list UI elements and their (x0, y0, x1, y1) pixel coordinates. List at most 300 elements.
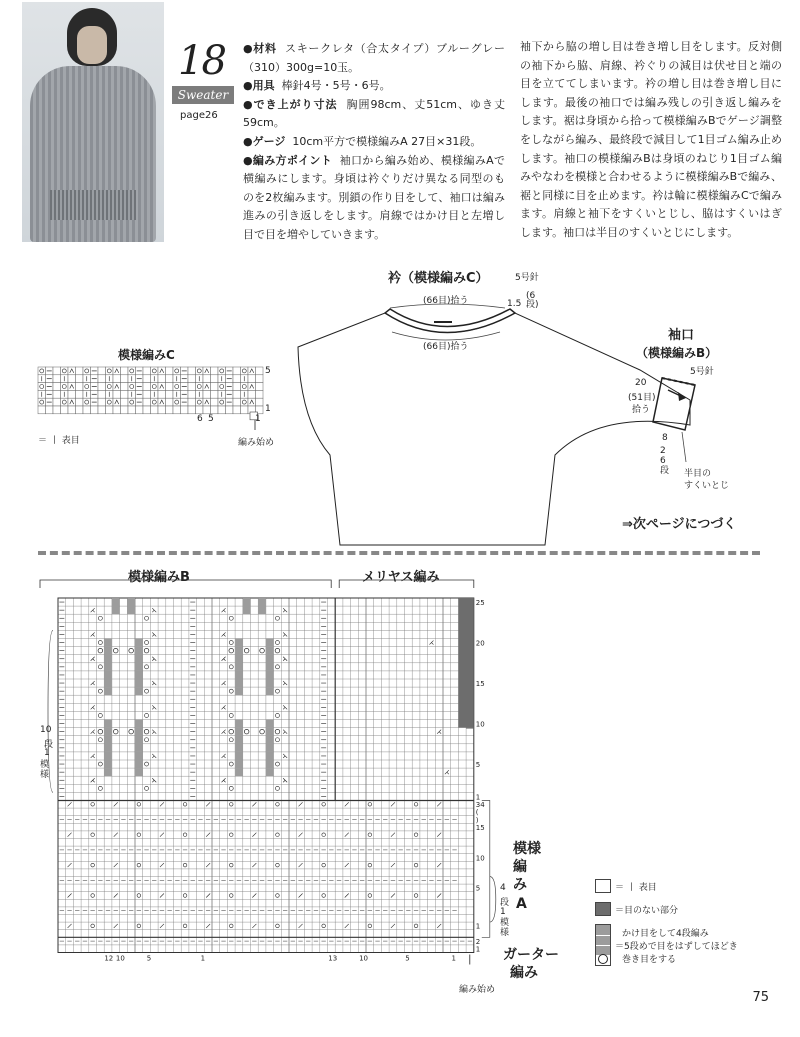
dec-mark (114, 802, 118, 806)
motif-circle (113, 648, 118, 653)
bottom-col-label: 10 (359, 954, 369, 963)
cable-fill (235, 671, 243, 679)
dec-mark (437, 894, 441, 898)
yo-mark (276, 863, 280, 867)
cable-fill (112, 598, 120, 614)
dec-mark (91, 730, 95, 734)
dec-mark (391, 894, 395, 898)
cable-fill (266, 655, 274, 663)
motif-circle (244, 648, 249, 653)
motif-circle (275, 648, 280, 653)
yo-mark (276, 924, 280, 928)
yo-mark (275, 762, 279, 766)
dec-mark (152, 754, 156, 758)
cable-fill (266, 736, 274, 744)
dec-mark (437, 833, 441, 837)
rep-b-4: 模様 (40, 760, 50, 780)
bottom-col-label: 13 (328, 954, 338, 963)
dec-mark (283, 681, 287, 685)
dec-mark (160, 833, 164, 837)
yo-mark (91, 924, 95, 928)
yo-mark (276, 833, 280, 837)
lower-row-label: ( (475, 808, 479, 817)
cable-fill (266, 752, 274, 760)
yo-mark (414, 924, 418, 928)
yo-mark (145, 665, 149, 669)
yo-mark (229, 786, 233, 790)
yo-mark (145, 641, 149, 645)
yo-mark (229, 616, 233, 620)
cable-fill (104, 647, 112, 655)
motif-circle (275, 729, 280, 734)
dec-mark (160, 924, 164, 928)
cable-fill (266, 720, 274, 728)
yo-mark (137, 924, 141, 928)
dec-mark (114, 863, 118, 867)
dec-mark (283, 778, 287, 782)
cable-fill (104, 639, 112, 647)
cable-fill (235, 720, 243, 728)
yo-mark (183, 924, 187, 928)
pattern-c-row-5: 5 (265, 366, 271, 376)
collar-pick-top: (66目)拾う (423, 296, 469, 306)
motif-circle (129, 648, 134, 653)
motif-circle (129, 729, 134, 734)
yo-mark (145, 786, 149, 790)
pattern-c-row-1: 1 (265, 404, 271, 414)
rep-a-2: 段 (500, 898, 510, 908)
dec-mark (91, 705, 95, 709)
label-a-2: 編み (513, 859, 527, 893)
upper-row-label: 20 (475, 639, 485, 648)
pattern-c-col-6: 6 (197, 414, 203, 424)
yo-mark (137, 894, 141, 898)
upper-row-label: 15 (475, 680, 485, 689)
cable-fill (104, 720, 112, 728)
pattern-c-start: 編み始め (238, 438, 275, 448)
yo-mark (322, 833, 326, 837)
cable-fill (135, 768, 143, 776)
label-garter-2: 編み (510, 965, 538, 981)
dec-mark (222, 778, 226, 782)
dec-mark (222, 730, 226, 734)
dec-mark (345, 863, 349, 867)
cable-fill (235, 760, 243, 768)
dec-mark (252, 802, 256, 806)
yo-mark (183, 833, 187, 837)
no-stitch-fill (458, 598, 473, 728)
dec-mark (68, 894, 72, 898)
dec-mark (222, 754, 226, 758)
dec-mark (391, 802, 395, 806)
rep-b-3: 1 (44, 748, 50, 758)
dec-mark (437, 924, 441, 928)
cable-fill (235, 687, 243, 695)
cable-fill (235, 744, 243, 752)
lower-row-label: 1 (475, 922, 481, 931)
yo-mark (322, 894, 326, 898)
rep-a-3: 1 (500, 907, 506, 917)
cable-fill (135, 647, 143, 655)
dec-mark (445, 770, 449, 774)
dec-mark (222, 681, 226, 685)
yo-mark (91, 894, 95, 898)
dec-mark (206, 924, 210, 928)
collar-depth: 1.5 (507, 299, 522, 309)
cable-fill (135, 744, 143, 752)
motif-circle (98, 648, 103, 653)
yo-mark (229, 863, 233, 867)
pattern-c-legend: ＝ 丨 表目 (38, 436, 80, 446)
cable-fill (104, 663, 112, 671)
yo-mark (137, 833, 141, 837)
cable-fill (266, 744, 274, 752)
dec-mark (283, 608, 287, 612)
legend-yo-2: ＝5段めで目をはずしてほどき (615, 942, 738, 952)
legend-yo-1: かけ目をして4段編み (622, 929, 709, 939)
rep-a-4: 模様 (500, 918, 510, 938)
cable-fill (266, 647, 274, 655)
dec-mark (345, 894, 349, 898)
cable-fill (266, 760, 274, 768)
dec-mark (152, 730, 156, 734)
rep-b-2: 段 (44, 740, 54, 750)
yo-mark (145, 713, 149, 717)
legend-nostitch-swatch (595, 902, 611, 916)
yo-mark (137, 803, 141, 807)
dec-mark (283, 657, 287, 661)
yo-mark (183, 863, 187, 867)
points-label: ●編み方ポイント (243, 153, 333, 167)
yo-mark (145, 762, 149, 766)
rep-a-bracket (490, 877, 496, 923)
yo-mark (98, 665, 102, 669)
dec-mark (283, 705, 287, 709)
cable-fill (135, 752, 143, 760)
yo-mark (276, 803, 280, 807)
lower-row-label: 34 (475, 801, 485, 810)
yo-mark (229, 713, 233, 717)
upper-row-label: 10 (475, 720, 485, 729)
cuff-close-1: 半目の (684, 469, 712, 479)
legend-no-stitch: ＝目のない部分 (615, 906, 679, 916)
cable-fill (104, 687, 112, 695)
cable-fill (235, 655, 243, 663)
pattern-c-col-1: 1 (255, 414, 261, 424)
yo-mark (276, 894, 280, 898)
material-label: ●材料 (243, 42, 277, 55)
cable-fill (127, 598, 135, 614)
cable-fill (104, 744, 112, 752)
dec-mark (160, 894, 164, 898)
cable-fill (135, 687, 143, 695)
label-pattern-b: 模様編みB (128, 570, 190, 585)
dec-mark (283, 754, 287, 758)
collar-title: 衿（模様編みC） (388, 271, 489, 286)
dec-mark (283, 632, 287, 636)
yo-mark (98, 641, 102, 645)
dec-mark (114, 924, 118, 928)
dec-mark (91, 632, 95, 636)
upper-row-label: 5 (475, 761, 481, 770)
cable-fill (135, 760, 143, 768)
dec-mark (152, 681, 156, 685)
cable-fill (266, 671, 274, 679)
yo-mark (98, 616, 102, 620)
dec-mark (299, 833, 303, 837)
dec-mark (152, 657, 156, 661)
yo-mark (275, 641, 279, 645)
motif-circle (144, 729, 149, 734)
cuff-pick: 拾う (632, 405, 651, 415)
dec-mark (152, 608, 156, 612)
motif-circle (260, 648, 265, 653)
cable-fill (104, 671, 112, 679)
size-label: ●でき上がり寸法 (243, 97, 338, 111)
dec-mark (345, 924, 349, 928)
dec-mark (437, 863, 441, 867)
yo-mark (275, 713, 279, 717)
dec-mark (222, 632, 226, 636)
cable-fill (266, 768, 274, 776)
yo-mark (145, 738, 149, 742)
cable-fill (104, 679, 112, 687)
cable-fill (104, 728, 112, 736)
page-reference: page26 (180, 110, 218, 121)
cuff-needle: 5号針 (690, 367, 714, 377)
main-start: 編み始め (459, 985, 496, 995)
cable-fill (235, 647, 243, 655)
legend-yo-3: 巻き目をする (622, 955, 677, 965)
yo-mark (229, 738, 233, 742)
cable-fill (243, 598, 251, 614)
size-text: 胸囲98cm、丈51cm、ゆき丈59cm。 (243, 97, 505, 130)
dec-mark (91, 608, 95, 612)
yo-mark (145, 689, 149, 693)
material-text: スキークレタ（合太タイプ）ブルーグレー（310）300g=10玉。 (243, 42, 505, 74)
dec-mark (222, 608, 226, 612)
dec-mark (152, 705, 156, 709)
cable-fill (235, 663, 243, 671)
yo-mark (98, 713, 102, 717)
bottom-col-label: 10 (115, 954, 125, 963)
label-stockinette: メリヤス編み (362, 570, 440, 585)
motif-circle (229, 648, 234, 653)
yo-mark (183, 894, 187, 898)
legend-knit: ＝ 丨 表目 (615, 883, 657, 893)
bracket-stockinette (339, 580, 474, 588)
yo-mark (275, 738, 279, 742)
collar-pick-bottom: (66目)拾う (423, 342, 469, 352)
yo-mark (229, 924, 233, 928)
continue-note: ⇒次ページにつづく (622, 517, 737, 532)
yo-mark (414, 894, 418, 898)
collar-rows: (6段) (526, 291, 539, 310)
dec-mark (299, 802, 303, 806)
cable-fill (135, 679, 143, 687)
yo-mark (229, 803, 233, 807)
cable-fill (266, 728, 274, 736)
dec-mark (252, 924, 256, 928)
pattern-number: 18 (178, 38, 225, 84)
cable-fill (266, 639, 274, 647)
cable-fill (135, 728, 143, 736)
yo-mark (322, 924, 326, 928)
motif-circle (244, 729, 249, 734)
dec-mark (429, 641, 433, 645)
dec-mark (114, 894, 118, 898)
cable-fill (135, 655, 143, 663)
cable-fill (235, 639, 243, 647)
dec-mark (91, 754, 95, 758)
yo-mark (229, 894, 233, 898)
cuff-height: 8 (662, 433, 668, 443)
cuff-title: 袖口 (668, 328, 695, 343)
bracket-b (40, 580, 331, 588)
yo-mark (229, 689, 233, 693)
pattern-a-bracket (482, 801, 490, 938)
dec-mark (345, 833, 349, 837)
cable-fill (235, 768, 243, 776)
dec-mark (206, 802, 210, 806)
label-garter-1: ガーター (503, 947, 559, 963)
cable-fill (235, 679, 243, 687)
garter-row-label: 1 (475, 945, 481, 954)
dec-mark (91, 778, 95, 782)
dec-mark (283, 730, 287, 734)
no-stitch-fill-tail (466, 728, 474, 729)
yo-mark (368, 924, 372, 928)
dec-mark (345, 802, 349, 806)
cable-fill (235, 752, 243, 760)
sweater-label: Sweater (172, 86, 234, 104)
dec-mark (252, 833, 256, 837)
cable-fill (135, 736, 143, 744)
dec-mark (206, 894, 210, 898)
label-a-1: 模様 (513, 841, 541, 857)
dec-mark (206, 863, 210, 867)
dec-mark (152, 632, 156, 636)
cable-fill (104, 752, 112, 760)
yo-mark (98, 762, 102, 766)
cable-fill (135, 639, 143, 647)
lower-row-label: 5 (475, 884, 481, 893)
dec-mark (68, 863, 72, 867)
yo-mark (368, 803, 372, 807)
cable-fill (135, 720, 143, 728)
circle-symbol-icon (598, 954, 608, 964)
dec-mark (68, 924, 72, 928)
motif-circle (144, 648, 149, 653)
yo-mark (414, 833, 418, 837)
bottom-col-label: 5 (146, 954, 152, 963)
motif-circle (229, 729, 234, 734)
yo-mark (98, 689, 102, 693)
yo-mark (322, 803, 326, 807)
yo-mark (229, 665, 233, 669)
bottom-col-label: 1 (200, 954, 206, 963)
upper-row-label: 1 (475, 793, 481, 802)
cable-fill (266, 679, 274, 687)
cable-fill (104, 760, 112, 768)
cable-fill (104, 736, 112, 744)
cuff-stitches: (51目) (628, 393, 656, 403)
dec-mark (299, 863, 303, 867)
label-a-3: A (516, 896, 527, 912)
dec-mark (437, 730, 441, 734)
dec-mark (391, 924, 395, 928)
tools-text: 棒針4号・5号・6号。 (281, 79, 391, 93)
pattern-c-col-5: 5 (208, 414, 214, 424)
cable-fill (258, 598, 266, 614)
yo-mark (368, 894, 372, 898)
yo-mark (414, 863, 418, 867)
yo-mark (414, 803, 418, 807)
dec-mark (299, 924, 303, 928)
legend-knit-swatch (595, 879, 611, 893)
yo-mark (275, 786, 279, 790)
garter-row-label: 2 (475, 937, 481, 946)
dec-mark (114, 833, 118, 837)
cable-fill (104, 768, 112, 776)
dec-mark (160, 863, 164, 867)
yo-mark (229, 762, 233, 766)
cable-fill (104, 655, 112, 663)
dec-mark (299, 894, 303, 898)
cable-fill (235, 728, 243, 736)
dec-mark (91, 681, 95, 685)
dec-mark (68, 833, 72, 837)
yo-mark (229, 641, 233, 645)
dec-mark (252, 894, 256, 898)
gauge-text: 10cm平方で模様編みA 27目×31段。 (292, 134, 482, 148)
dec-mark (222, 657, 226, 661)
dec-mark (160, 802, 164, 806)
dec-mark (206, 833, 210, 837)
bottom-col-label: 12 (104, 954, 114, 963)
cable-fill (135, 671, 143, 679)
lower-row-label: 15 (475, 823, 485, 832)
lower-row-label: ) (475, 816, 479, 825)
yo-mark (183, 803, 187, 807)
cable-fill (135, 663, 143, 671)
rep-b-1: 10 (40, 725, 52, 735)
dec-mark (252, 863, 256, 867)
yo-mark (322, 863, 326, 867)
yo-mark (229, 833, 233, 837)
yo-mark (98, 738, 102, 742)
yo-mark (275, 665, 279, 669)
cable-fill (235, 736, 243, 744)
lower-row-label: 10 (475, 854, 485, 863)
motif-circle (260, 729, 265, 734)
tools-label: ●用具 (243, 79, 275, 93)
cuff-sub: （模様編みB） (636, 346, 718, 360)
rep-a-1: 4 (500, 883, 506, 893)
bottom-col-label: 5 (405, 954, 410, 963)
instructions-text-2: 袖下から脇の増し目は巻き増し目をします。反対側の袖下から脇、肩線、衿ぐりの減目は伏せ目と端の目を立ててしまいます。衿の増し目は巻き増し目にします。最後の袖口では編み残しの引き返し編みをします。裾は身頃から拾って模様編みBでゲージ調整をしながら編み、最終段で減目して1目ゴム編み止めします。袖口の模様編みBは身頃のねじり1目ゴム編みやなわを模様と合わせるように模様編みBで編み、裾と同様に目を止めます。衿は輪に模様編みCで編みます。肩線と袖下をすくいとじし、脇はすくいはぎします。袖口は半目のすくいとじにします。 (520, 40, 782, 239)
cuff-width: 20 (635, 378, 647, 388)
cuff-close-2: すくいとじ (684, 481, 730, 491)
yo-mark (137, 863, 141, 867)
yo-mark (275, 616, 279, 620)
motif-circle (98, 729, 103, 734)
dec-mark (152, 778, 156, 782)
cable-fill (266, 687, 274, 695)
dec-mark (91, 657, 95, 661)
page-number: 75 (752, 990, 769, 1005)
cable-fill (266, 663, 274, 671)
